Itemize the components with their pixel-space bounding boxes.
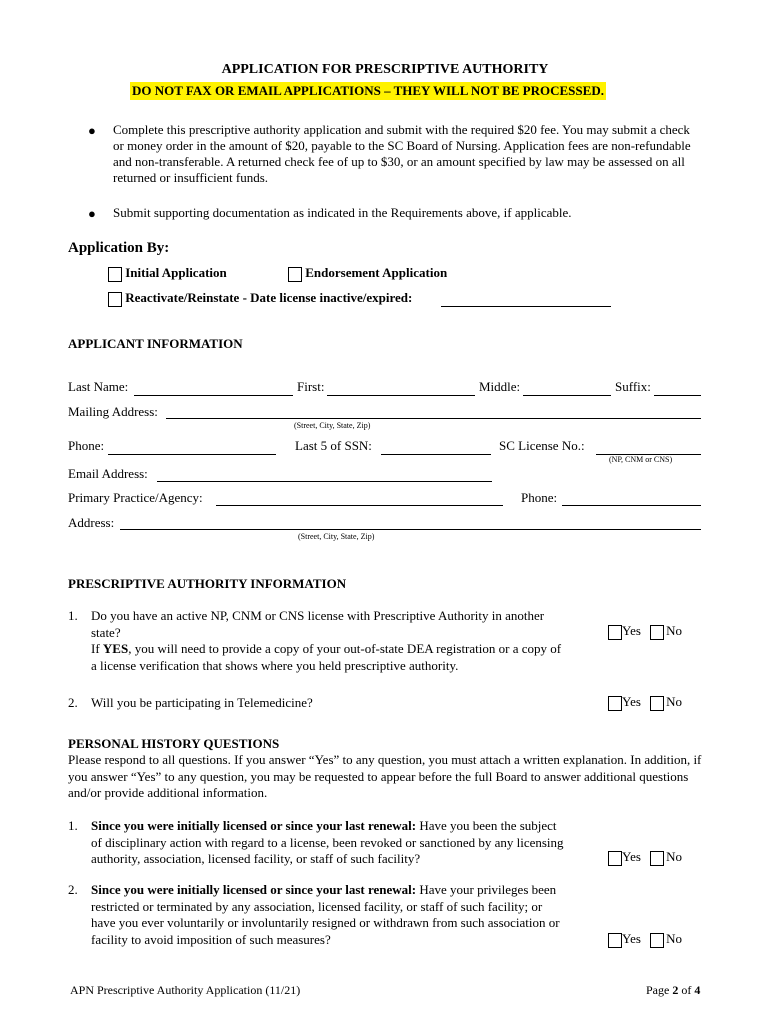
practice-address-hint: (Street, City, State, Zip) (298, 532, 375, 541)
email-label: Email Address: (68, 466, 148, 481)
prescriptive-heading: PRESCRIPTIVE AUTHORITY INFORMATION (68, 576, 347, 591)
no-label: No (666, 694, 683, 709)
practice-phone-field[interactable] (562, 491, 701, 506)
phone-label: Phone: (68, 438, 105, 453)
mailing-address-field[interactable] (166, 404, 701, 419)
practice-address-label: Address: (68, 515, 115, 530)
ssn-label: Last 5 of SSN: (295, 438, 372, 453)
bullet-icon: ● (88, 123, 96, 138)
yes-label: Yes (622, 694, 641, 709)
no-label: No (666, 849, 683, 864)
last-name-label: Last Name: (68, 379, 129, 394)
question-note: If YES, you will need to provide a copy of your out-of-state DEA registration or a copy of (91, 641, 562, 656)
yes-checkbox[interactable] (608, 851, 622, 866)
yes-label: Yes (622, 931, 641, 946)
ssn-field[interactable] (381, 440, 491, 455)
page-title: APPLICATION FOR PRESCRIPTIVE AUTHORITY (221, 62, 549, 77)
practice-phone-label: Phone: (521, 490, 558, 505)
phone-field[interactable] (108, 440, 276, 455)
endorsement-application-checkbox[interactable] (288, 267, 302, 282)
first-name-label: First: (297, 379, 325, 394)
initial-application-option[interactable] (108, 265, 227, 282)
personal-history-intro: Please respond to all questions. If you answer “Yes” to any question, you must attach a written explanation. In addition, if you answer “Yes” to any question, you may be requested to appear before the full Board to answer additional questions and/or provide additional information. (68, 752, 702, 800)
reactivate-checkbox[interactable] (108, 292, 122, 307)
mailing-address-hint: (Street, City, State, Zip) (294, 421, 371, 430)
yes-label: Yes (622, 623, 641, 638)
prescriptive-q2-answer[interactable] (608, 694, 682, 711)
yes-label: Yes (622, 849, 641, 864)
prescriptive-question-2: Will you be participating in Telemedicine? (91, 695, 313, 710)
footer-form-name: APN Prescriptive Authority Application (11/21) (70, 983, 301, 997)
reactivate-option[interactable] (108, 290, 412, 307)
applicant-info-heading: APPLICANT INFORMATION (68, 336, 243, 351)
last-name-field[interactable] (134, 381, 293, 396)
initial-application-checkbox[interactable] (108, 267, 122, 282)
footer-page-number: Page 2 of 4 (646, 983, 701, 997)
no-label: No (666, 931, 683, 946)
initial-application-label: Initial Application (125, 265, 227, 280)
license-no-label: SC License No.: (499, 438, 585, 453)
question-note: a license verification that shows where you held prescriptive authority. (91, 657, 459, 673)
prescriptive-question-1 (91, 608, 611, 674)
question-number: 2. (68, 882, 78, 897)
personal-history-heading: PERSONAL HISTORY QUESTIONS (68, 736, 280, 751)
no-checkbox[interactable] (650, 696, 664, 711)
personal-question-1: Since you were initially licensed or since your last renewal: Have you been the subject of disciplinary action with regard to a license, been revoked or sanctioned by any licensing authority, association, licensed facility, or staff of such facility? (91, 818, 564, 866)
warning-banner: DO NOT FAX OR EMAIL APPLICATIONS – THEY WILL NOT BE PROCESSED. (132, 83, 604, 98)
inactive-date-field[interactable] (441, 292, 611, 307)
suffix-field[interactable] (654, 381, 701, 396)
middle-name-field[interactable] (523, 381, 611, 396)
practice-field[interactable] (216, 491, 503, 506)
bullet-fee-instructions: Complete this prescriptive authority application and submit with the required $20 fee. You may submit a check or money order in the amount of $20, payable to the SC Board of Nursing. Application fees are non-refundable and non-transferable. A returned check fee of up to $30, or an amount specified by law may be assessed on all returned or insufficient funds. (113, 122, 691, 185)
practice-address-field[interactable] (120, 515, 701, 530)
question-number: 2. (68, 695, 78, 710)
prescriptive-q1-answer[interactable] (608, 623, 682, 640)
email-field[interactable] (157, 467, 492, 482)
yes-checkbox[interactable] (608, 933, 622, 948)
middle-name-label: Middle: (479, 379, 521, 394)
no-checkbox[interactable] (650, 933, 664, 948)
question-text: state? (91, 624, 121, 640)
yes-checkbox[interactable] (608, 696, 622, 711)
no-checkbox[interactable] (650, 625, 664, 640)
first-name-field[interactable] (327, 381, 475, 396)
no-checkbox[interactable] (650, 851, 664, 866)
personal-q1-answer[interactable] (608, 849, 682, 866)
practice-label: Primary Practice/Agency: (68, 490, 203, 505)
no-label: No (666, 623, 683, 638)
license-type-hint: (NP, CNM or CNS) (609, 455, 673, 464)
question-number: 1. (68, 608, 78, 623)
endorsement-application-option[interactable] (288, 265, 447, 282)
question-number: 1. (68, 818, 78, 833)
application-by-heading: Application By: (68, 240, 170, 256)
bullet-icon: ● (88, 206, 96, 221)
mailing-address-label: Mailing Address: (68, 404, 158, 419)
yes-checkbox[interactable] (608, 625, 622, 640)
personal-question-2: Since you were initially licensed or since your last renewal: Have your privileges been restricted or terminated by any association, licensed facility, or staff of such facility; or have you ever voluntarily or involuntarily resigned or withdrawn from such association or facility to avoid imposition of such measures? (91, 882, 560, 947)
endorsement-application-label: Endorsement Application (305, 265, 448, 280)
reactivate-label: Reactivate/Reinstate - Date license inactive/expired: (125, 290, 413, 305)
suffix-label: Suffix: (615, 379, 651, 394)
personal-q2-answer[interactable] (608, 931, 682, 948)
question-text: Do you have an active NP, CNM or CNS license with Prescriptive Authority in another (91, 608, 545, 623)
bullet-documentation: Submit supporting documentation as indicated in the Requirements above, if applicable. (113, 205, 572, 220)
license-no-field[interactable] (596, 440, 701, 455)
